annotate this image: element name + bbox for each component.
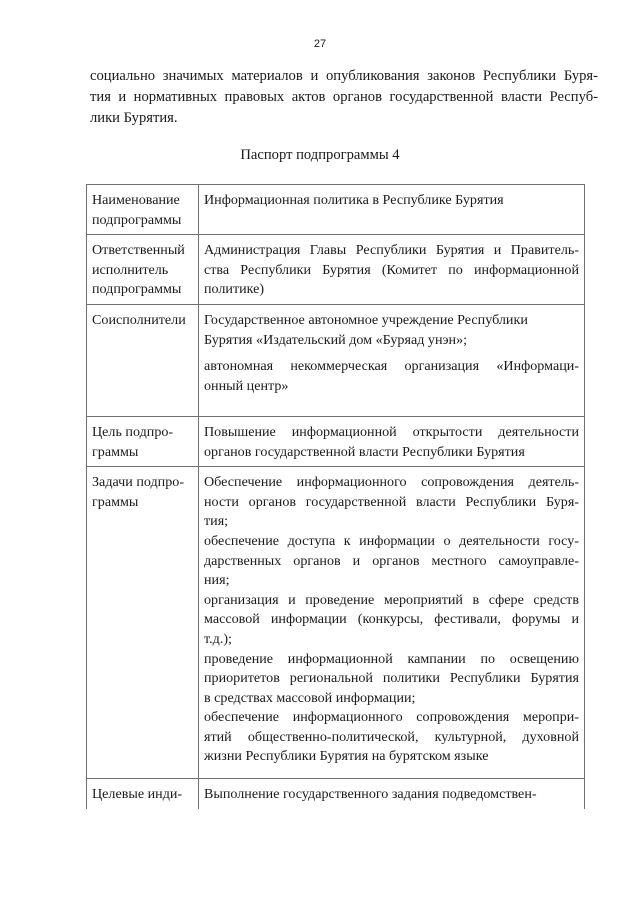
value-line: ности органов государственной власти Республики Буря- [204, 493, 579, 510]
intro-line: социально значимых материалов и опубликования законов Республики Буря- [90, 68, 598, 84]
value-line: онный центр» [204, 377, 289, 394]
label-line: исполнитель [92, 261, 169, 278]
value-line: Повышение информационной открытости деятельности [204, 423, 579, 440]
passport-row [87, 304, 585, 416]
value-line: политике) [204, 281, 265, 298]
value-line: ния; [204, 572, 230, 589]
value-line: обеспечение информационного сопровождения меропри- [204, 709, 579, 726]
value-line: тия; [204, 513, 229, 530]
label-line: Соисполнители [92, 311, 186, 328]
value-line: Бурятия «Издательский дом «Буряад унэн»; [204, 331, 468, 348]
passport-row-value [199, 235, 585, 305]
passport-row [87, 416, 585, 466]
paragraph-gap [204, 350, 579, 357]
passport-row-label [87, 235, 199, 305]
passport-row-value [199, 185, 585, 235]
value-line: проведение информационной кампании по освещению [204, 650, 579, 667]
value-line: Обеспечение информационного сопровождения деятель- [204, 474, 579, 491]
value-line: жизни Республики Бурятия на бурятском языке [204, 748, 489, 765]
passport-row-label [87, 416, 199, 466]
label-line: Задачи подпро- [92, 474, 185, 491]
value-line: организация и проведение мероприятий в сфере средств [204, 591, 579, 608]
value-line: ятий общественно-политической, культурной, духовной [204, 728, 579, 745]
passport-row-value [199, 304, 585, 416]
label-line: подпрограммы [92, 211, 182, 228]
value-line: обеспечение доступа к информации о деятельности госу- [204, 532, 579, 549]
subprogram-passport-table [86, 184, 585, 809]
intro-paragraph [90, 66, 598, 129]
label-line: граммы [92, 493, 139, 510]
label-line: Ответственный [92, 242, 185, 259]
label-line: граммы [92, 443, 139, 460]
passport-row-label [87, 467, 199, 779]
passport-row [87, 467, 585, 779]
passport-row-label [87, 185, 199, 235]
passport-row-label [87, 304, 199, 416]
label-line: подпрограммы [92, 281, 182, 298]
passport-row [87, 235, 585, 305]
label-line: Цель подпро- [92, 423, 174, 440]
intro-line: лики Бурятия. [90, 110, 178, 126]
passport-row [87, 779, 585, 809]
value-line: автономная некоммерческая организация «Информаци- [204, 358, 579, 375]
value-line: приоритетов региональной политики Республики Бурятия [204, 670, 579, 687]
label-line: Целевые инди- [92, 786, 183, 803]
value-line: дарственных органов и органов местного самоуправле- [204, 552, 579, 569]
value-line: Информационная политика в Республике Бурятия [204, 192, 504, 208]
value-line: т.д.); [204, 630, 232, 647]
passport-row [87, 185, 585, 235]
value-line: Выполнение государственного задания подведомствен- [204, 786, 537, 803]
passport-row-value [199, 416, 585, 466]
label-line: Наименование [92, 192, 180, 208]
intro-line: тия и нормативных правовых актов органов государственной власти Респуб- [90, 89, 598, 105]
value-line: Государственное автономное учреждение Республики [204, 311, 528, 328]
passport-row-value [199, 779, 585, 809]
passport-row-value [199, 467, 585, 779]
section-heading: Паспорт подпрограммы 4 [240, 147, 400, 163]
value-line: ства Республики Бурятия (Комитет по информационной [204, 261, 579, 278]
value-line: Администрация Главы Республики Бурятия и Правитель- [204, 242, 579, 259]
value-line: массовой информации (конкурсы, фестивали, форумы и [204, 611, 579, 628]
passport-row-label [87, 779, 199, 809]
page-number: 27 [313, 38, 327, 50]
value-line: в средствах массовой информации; [204, 689, 416, 706]
value-line: органов государственной власти Республики Бурятия [204, 443, 525, 460]
